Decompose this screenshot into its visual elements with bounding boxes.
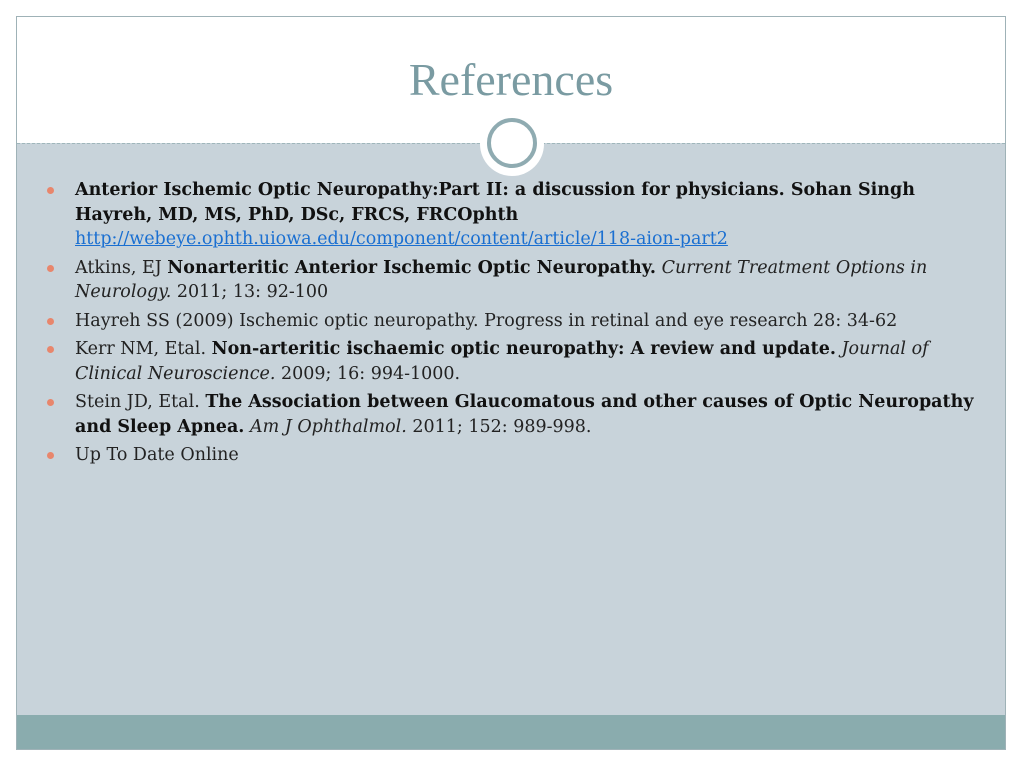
- footer-bar: [17, 715, 1005, 750]
- reference-item-2: [75, 256, 975, 305]
- reference-text: Hayreh SS (2009) Ischemic optic neuropathy. Progress in retinal and eye research 28: 34-62: [75, 310, 898, 331]
- reference-text: Up To Date Online: [75, 445, 239, 465]
- bullet-icon: [47, 399, 54, 406]
- reference-citation: 2011; 152: 989-998.: [406, 416, 592, 437]
- slide-title: References: [408, 54, 614, 105]
- reference-link[interactable]: http://webeye.ophth.uiowa.edu/component/content/article/118-aion-part2: [75, 229, 728, 249]
- reference-authors: Kerr NM, Etal.: [75, 339, 212, 359]
- reference-item-1: [75, 178, 975, 252]
- bullet-icon: [47, 346, 54, 353]
- reference-journal: Am J Ophthalmol.: [244, 416, 407, 437]
- reference-authors: Atkins, EJ: [75, 257, 168, 278]
- reference-citation: 2011; 13: 92-100: [171, 282, 329, 302]
- reference-journal: Current Treatment Options in Neurology.: [75, 257, 928, 302]
- reference-item-6: [75, 443, 975, 468]
- circle-ornament-icon: [487, 118, 537, 168]
- reference-item-3: [75, 309, 975, 334]
- reference-title: Anterior Ischemic Optic Neuropathy:Part II: a discussion for physicians. Sohan Singh Hayreh, MD, MS, PhD, DSc, FRCS, FRCOphth: [75, 180, 915, 225]
- reference-authors: Stein JD, Etal.: [75, 392, 206, 412]
- slide: [16, 16, 1006, 750]
- reference-title: Nonarteritic Anterior Ischemic Optic Neuropathy.: [167, 257, 656, 278]
- bullet-icon: [47, 265, 54, 272]
- reference-citation: 2009; 16: 994-1000.: [275, 363, 461, 384]
- bullet-icon: [47, 187, 54, 194]
- reference-journal: Journal of Clinical Neuroscience.: [75, 339, 929, 384]
- reference-list: [75, 178, 975, 472]
- bullet-icon: [47, 318, 54, 325]
- bullet-icon: [47, 452, 54, 459]
- reference-item-4: [75, 337, 975, 386]
- reference-title: The Association between Glaucomatous and other causes of Optic Neuropathy and Sleep Apnea.: [75, 392, 974, 437]
- reference-item-5: [75, 390, 975, 439]
- reference-title: Non-arteritic ischaemic optic neuropathy: A review and update.: [211, 339, 836, 359]
